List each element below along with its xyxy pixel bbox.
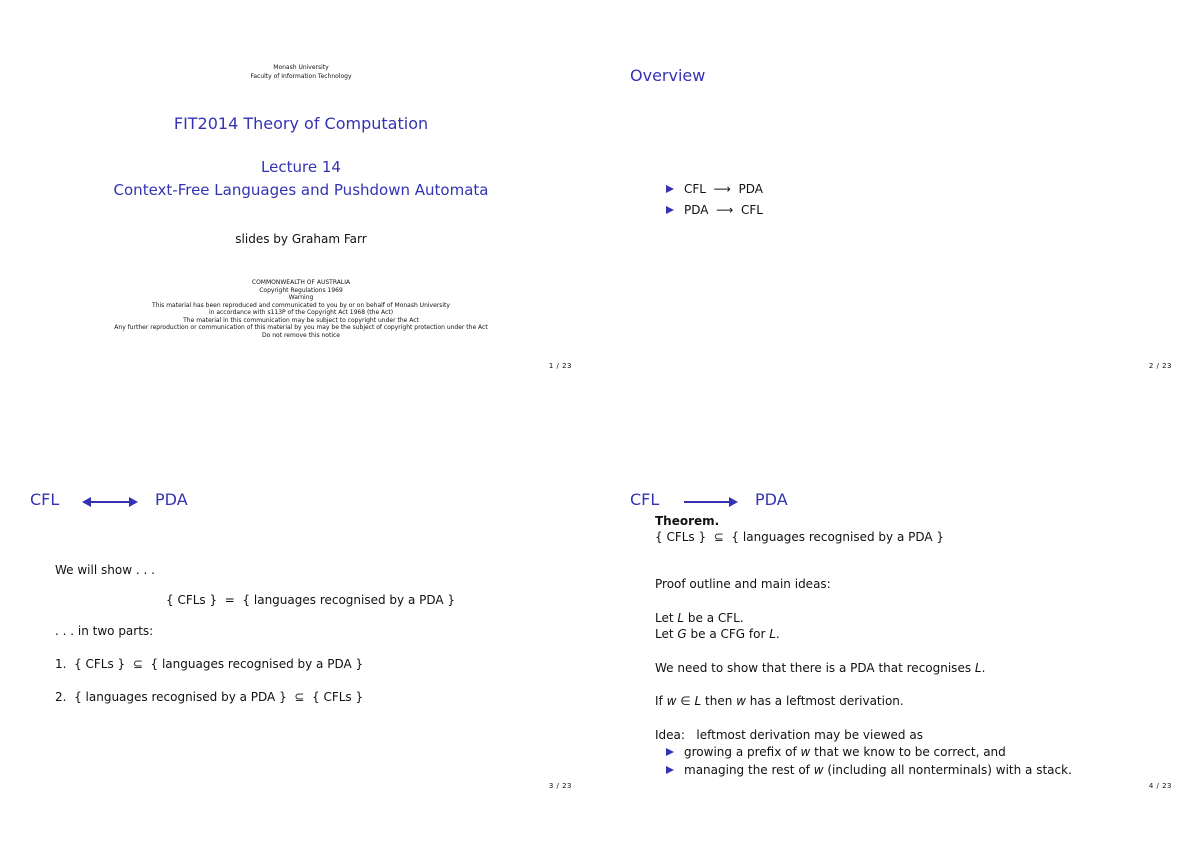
slide-1 xyxy=(12,20,590,420)
frame-title-right: PDA xyxy=(755,490,788,509)
double-arrow-icon xyxy=(82,495,138,509)
page-number: 2 / 23 xyxy=(1148,362,1172,370)
copyright-line: The material in this communication may be subject to copyright under the Act xyxy=(183,316,419,324)
parts-intro: . . . in two parts: xyxy=(55,624,154,638)
course-title: FIT2014 Theory of Computation xyxy=(173,114,429,133)
part-item: 2. { languages recognised by a PDA } ⊆ { CFLs } xyxy=(55,690,364,704)
bullet-triangle-icon xyxy=(666,766,674,774)
lecture-title: Context-Free Languages and Pushdown Automata xyxy=(113,181,489,199)
long-right-arrow-icon: ⟶ xyxy=(713,182,731,196)
faculty: Faculty of Information Technology xyxy=(250,73,352,80)
copyright-line: This material has been reproduced and communicated to you by or on behalf of Monash University xyxy=(152,301,450,309)
idea-bullet: growing a prefix of w that we know to be correct, and xyxy=(666,745,1006,759)
let-line: Let L be a CFL. xyxy=(655,611,744,625)
overview-item: CFL ⟶ PDA xyxy=(666,182,763,196)
copyright-line: Any further reproduction or communication of this material by you may be the subject of copyright protection under the Act xyxy=(114,324,488,331)
right-arrow-icon xyxy=(682,495,738,509)
frame-title-left: CFL xyxy=(30,490,60,509)
intro-text: We will show . . . xyxy=(55,563,155,577)
page-number: 1 / 23 xyxy=(548,362,572,370)
theorem-text: { CFLs } ⊆ { languages recognised by a PDA } xyxy=(655,530,945,544)
part-item: 1. { CFLs } ⊆ { languages recognised by a PDA } xyxy=(55,657,364,671)
if-line: If w ∈ L then w has a leftmost derivation. xyxy=(655,694,904,708)
frame-title: Overview xyxy=(630,66,706,85)
page-number: 3 / 23 xyxy=(548,782,572,790)
idea-bullet: managing the rest of w (including all nonterminals) with a stack. xyxy=(666,763,1072,777)
theorem-label: Theorem. xyxy=(655,514,720,528)
long-right-arrow-icon: ⟶ xyxy=(716,203,734,217)
copyright-line: COMMONWEALTH OF AUSTRALIA xyxy=(251,279,351,286)
overview-item: PDA ⟶ CFL xyxy=(666,203,763,217)
copyright-line: Copyright Regulations 1969 xyxy=(259,286,343,294)
copyright-line: Do not remove this notice xyxy=(262,331,340,339)
bullet-triangle-icon xyxy=(666,185,674,193)
slide-2 xyxy=(612,20,1190,420)
copyright-line: Warning xyxy=(288,294,314,301)
proof-intro: Proof outline and main ideas: xyxy=(655,577,831,591)
equation: { CFLs } = { languages recognised by a PDA } xyxy=(166,593,456,607)
bullet-triangle-icon xyxy=(666,748,674,756)
frame-title-left: CFL xyxy=(630,490,660,509)
copyright-line: in accordance with s113P of the Copyright Act 1968 (the Act) xyxy=(208,309,394,316)
let-line: Let G be a CFG for L. xyxy=(655,627,780,641)
copyright-notice xyxy=(12,279,590,339)
slide-4 xyxy=(612,440,1190,840)
lecture-number: Lecture 14 xyxy=(261,158,341,176)
bullet-triangle-icon xyxy=(666,206,674,214)
slide-3 xyxy=(12,440,590,840)
page-number: 4 / 23 xyxy=(1148,782,1172,790)
need-line: We need to show that there is a PDA that recognises L. xyxy=(655,661,986,675)
author: slides by Graham Farr xyxy=(235,232,367,246)
frame-title-right: PDA xyxy=(155,490,188,509)
institution: Monash University xyxy=(273,64,329,71)
idea-line: Idea: leftmost derivation may be viewed as xyxy=(655,728,923,742)
